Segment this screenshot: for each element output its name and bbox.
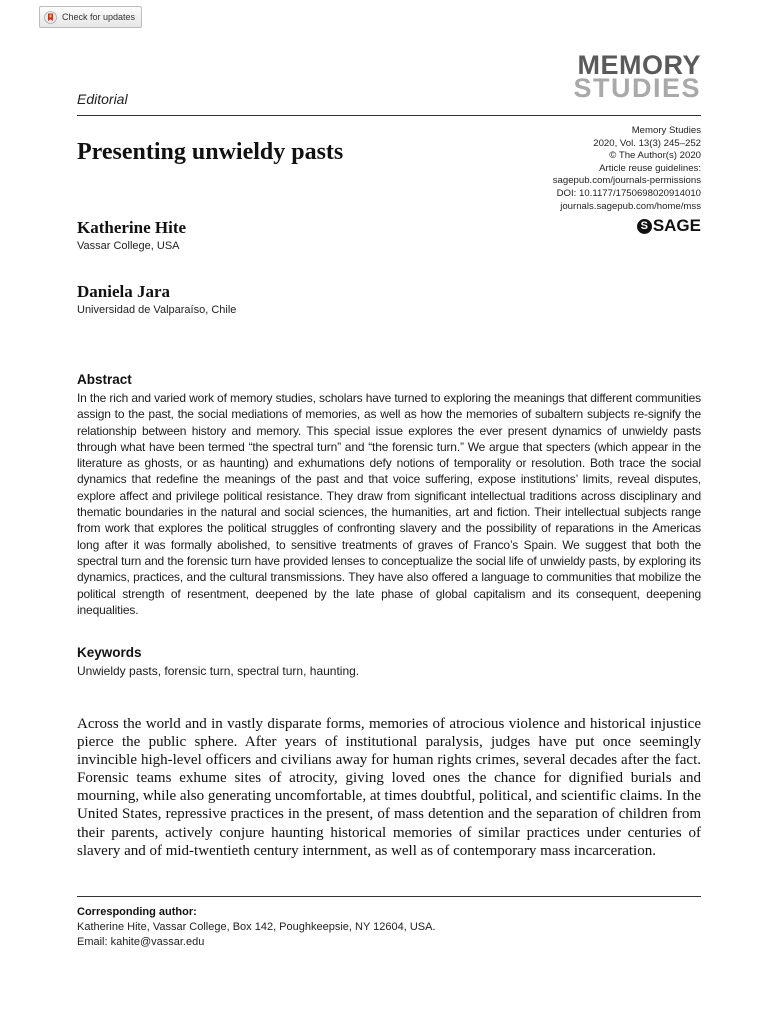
author-name: Katherine Hite <box>77 218 187 237</box>
sage-logo-mark: S <box>637 219 652 234</box>
sage-logo <box>637 216 701 236</box>
doi-link[interactable]: DOI: 10.1177/1750698020914010 <box>556 187 701 199</box>
body-paragraph: Across the world and in vastly disparate forms, memories of atrocious violence and historical injustice pierce the public sphere. After years of institutional paralysis, judges have put once seemingly invincible high-level officers and civilians away for human rights crimes, several decades after the fact. Forensic teams exhume sites of atrocity, giving loved ones the chance for dignified burials and mourning, while also generating uncomfortable, at times doubtful, political, and scientific claims. In the United States, repressive practices in the present, of mass detention and the separation of children from their parents, actively conjure haunting historical memories of similar practices under centuries of slavery and of mid-twentieth century internment, as well as of contemporary mass incarceration. <box>77 716 702 859</box>
author-affiliation: Vassar College, USA <box>77 240 180 252</box>
keywords-heading: Keywords <box>77 645 142 660</box>
article-title: Presenting unwieldy pasts <box>77 139 344 165</box>
journal-info <box>553 125 701 213</box>
corresponding-email[interactable]: Email: kahite@vassar.edu <box>77 936 205 948</box>
check-for-updates-label: Check for updates <box>62 12 136 22</box>
journal-name: Memory Studies <box>631 125 701 136</box>
journal-home-link[interactable]: journals.sagepub.com/home/mss <box>560 200 701 212</box>
abstract-heading: Abstract <box>77 372 132 387</box>
journal-logo-line1: MEMORY <box>577 50 701 80</box>
author-name: Daniela Jara <box>77 282 171 301</box>
copyright-line: © The Author(s) 2020 <box>609 150 701 162</box>
header-divider <box>77 115 701 116</box>
reuse-guidelines-label: Article reuse guidelines: <box>599 162 701 174</box>
author-affiliation: Universidad de Valparaíso, Chile <box>77 304 237 316</box>
article-type-label: Editorial <box>77 91 128 107</box>
corresponding-author-label: Corresponding author: <box>77 906 197 918</box>
keywords-text: Unwieldy pasts, forensic turn, spectral turn, haunting. <box>77 664 360 678</box>
corresponding-address: Katherine Hite, Vassar College, Box 142, Poughkeepsie, NY 12604, USA. <box>77 921 436 933</box>
sage-logo-text: SAGE <box>652 216 701 235</box>
journal-volume: 2020, Vol. 13(3) 245–252 <box>593 137 701 149</box>
footnote-divider <box>77 896 701 897</box>
check-for-updates-button[interactable] <box>39 6 142 28</box>
crossmark-badge-icon <box>44 11 57 24</box>
permissions-link[interactable]: sagepub.com/journals-permissions <box>552 175 701 187</box>
journal-logo-line2: STUDIES <box>573 73 701 103</box>
abstract-text: In the rich and varied work of memory studies, scholars have turned to exploring the meanings that different communities assign to the past, the social mediations of memories, as well as how the memories of subaltern subjects re-signify the relationship between history and memory. This special issue explores the ever present dynamics of unwieldy pasts through what have been termed “the spectral turn” and “the forensic turn.” We argue that specters (which appear in the literature as ghosts, or as haunting) and exhumations defy notions of temporality or resolution. Both trace the social dynamics that redefine the meanings of the past and that voice suffering, expose institutions’ limits, reveal disputes, explore affect and privilege political resistance. They draw from significant intellectual traditions across disciplinary and thematic boundaries in the natural and social sciences, the humanities, art and fiction. Their intellectual subjects range from work that explores the political struggles of confronting slavery and the possibility of reparations in the Americas long after it was formally abolished, to sensitive treatments of graves of Franco’s Spain. We suggest that both the spectral turn and the forensic turn have provided lenses to conceptualize the social life of unwieldy pasts, by exploring its dynamics, practices, and the cultural transmissions. They have also offered a language to communities that mobilize the political strength of resentment, deepened by the late phase of global capitalism and its consequent, deepening inequalities. <box>77 391 701 617</box>
journal-logo <box>573 50 701 103</box>
